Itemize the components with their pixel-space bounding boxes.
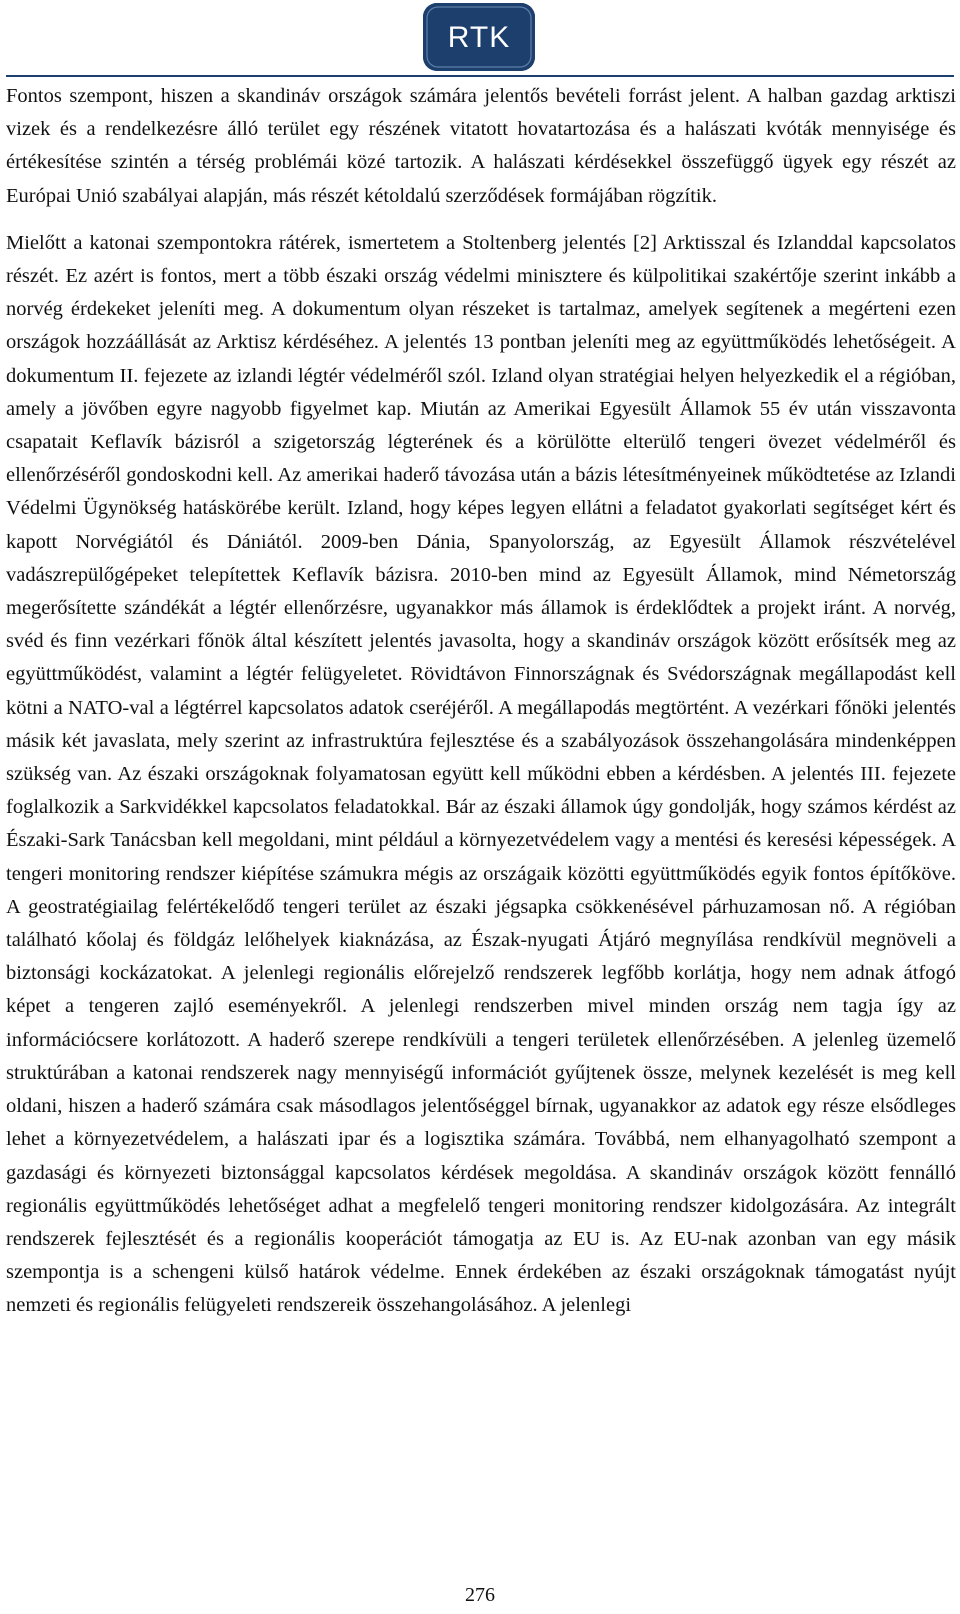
rtk-logo [423, 3, 535, 71]
page-number: 276 [465, 1584, 495, 1606]
paragraph: Mielőtt a katonai szempontokra rátérek, ismertetem a Stoltenberg jelentés [2] Arktisszal és Izlanddal kapcsolatos részét. Ez azért is fontos, mert a több északi ország védelmi minisztere és külpolitikai szakértője szerint inkább a norvég érdekeket jeleníti meg. A dokumentum olyan részeket is tartalmaz, amelyek segítenek a megérteni ezen országok hozzáállását az Arktisz kérdéséhez. A jelentés 13 pontban jeleníti meg az együttműködés lehetőségeit. A dokumentum II. fejezete az izlandi légtér védelméről szól. Izland olyan stratégiai helyen helyezkedik el a régióban, amely a jövőben egyre nagyobb figyelmet kap. Miután az Amerikai Egyesült Államok 55 év után visszavonta csapatait Keflavík bázisról a szigetország légterének és a körülötte elterülő tengeri övezet védelméről és ellenőrzéséről gondoskodni kell. Az amerikai haderő távozása után a bázis létesítményeinek működtetése az Izlandi Védelmi Ügynökség hatáskörébe került. Izland, hogy képes legyen ellátni a feladatot gyakorlati segítséget kért és kapott Norvégiától és Dániától. 2009-ben Dánia, Spanyolország, az Egyesült Államok részvételével vadászrepülőgépeket telepítettek Keflavík bázisra. 2010-ben mind az Egyesült Államok, mind Németország megerősítette szándékát a légtér ellenőrzésre, ugyanakkor más államok is érdeklődtek a projekt iránt. A norvég, svéd és finn vezérkari főnök által készített jelentés javasolta, hogy a skandináv országok között erősítsék meg az együttműködést, valamint a légtér felügyeletet. Rövidtávon Finnországnak és Svédországnak megállapodást kell kötni a NATO-val a légtérrel kapcsolatos adatok cseréjéről. A megállapodás megtörtént. A vezérkari főnöki jelentés másik két javaslata, mely szerint az infrastruktúra fejlesztése és a szabályozások összehangolására mindenképpen szükség van. Az északi országoknak folyamatosan együtt kell működni ebben a kérdésben. A jelentés III. fejezete foglalkozik a Sarkvidékkel kapcsolatos feladatokkal. Bár az északi államok úgy gondolják, hogy számos kérdést az Északi-Sark Tanácsban kell megoldani, mint például a környezetvédelem vagy a mentési és keresési képességek. A tengeri monitoring rendszer kiépítése számukra mégis az országaik közötti együttműködés egyik fontos építőköve. A geostratégiailag felértékelődő tengeri terület az északi jégsapka csökkenésével párhuzamosan nő. A régióban található kőolaj és földgáz lelőhelyek kiaknázása, az Észak-nyugati Átjáró megnyílása rendkívül megnöveli a biztonsági kockázatokat. A jelenlegi regionális előrejelző rendszerek legfőbb korlátja, hogy nem adnak átfogó képet a tengeren zajló eseményekről. A jelenlegi rendszerben mivel minden ország nem tagja így az információcsere korlátozott. A haderő szerepe rendkívüli a tengeri területek ellenőrzésében. A jelenleg üzemelő struktúrában a katonai rendszerek nagy mennyiségű információt gyűjtenek össze, melynek kezelését is meg kell oldani, hiszen a haderő számára csak másodlagos jelentőséggel bírnak, ugyanakkor az adatok egy része elsődleges lehet a környezetvédelem, a halászati ipar és a logisztika számára. Továbbá, nem elhanyagolható szempont a gazdasági és környezeti biztonsággal kapcsolatos kérdések megoldása. A skandináv országok között fennálló regionális együttműködés lehetőséget adhat a megfelelő tengeri monitoring rendszer kidolgozására. Az integrált rendszerek fejlesztését és a regionális kooperációt támogatja az EU is. Az EU-nak azonban van egy másik szempontja is a schengeni külső határok védelme. Ennek érdekében az északi országoknak támogatást nyújt nemzeti és regionális felügyeleti rendszereik összehangolásához. A jelenlegi [6, 231, 956, 1317]
rtk-logo-mark [423, 3, 535, 71]
paragraph: Fontos szempont, hiszen a skandináv országok számára jelentős bevételi forrást jelent. A halban gazdag arktiszi vizek és a rendelkezésre álló terület egy részének vitatott hovatartozása és a halászati kvóták mennyisége és értékesítése szintén a térség problémái közé tartozik. A halászati kérdésekkel összefüggő ügyek egy részét az Európai Unió szabályai alapján, más részét kétoldalú szerződések formájában rögzítik. [6, 85, 956, 207]
header-rule [6, 75, 954, 77]
page-header [0, 0, 960, 78]
document-body [6, 80, 956, 1337]
logo-text: RTK [447, 21, 511, 54]
